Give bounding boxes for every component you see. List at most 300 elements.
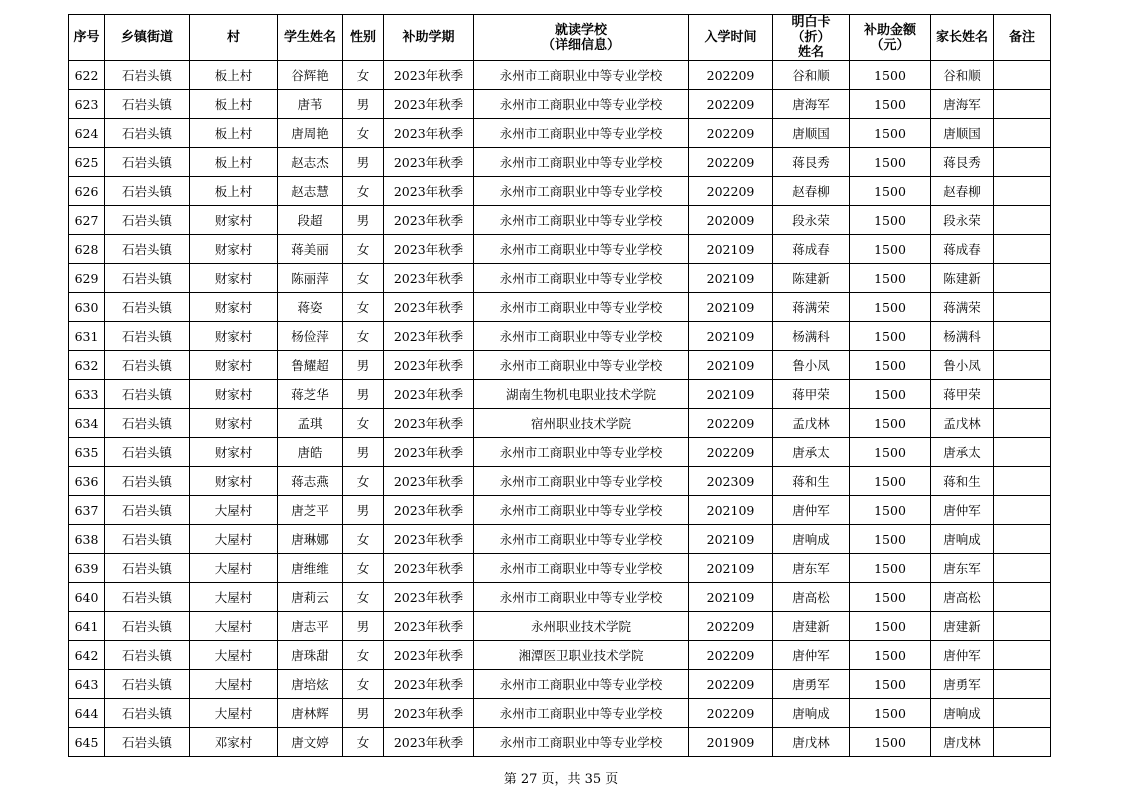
cell-term: 2023年秋季 [384,438,474,467]
cell-village: 大屋村 [190,525,278,554]
cell-gender: 女 [343,641,384,670]
cell-school: 永州市工商职业中等专业学校 [474,293,689,322]
cell-remark [994,61,1051,90]
cell-term: 2023年秋季 [384,583,474,612]
cell-amount: 1500 [850,409,931,438]
cell-enroll: 202209 [689,670,773,699]
cell-seq: 624 [69,119,105,148]
cell-town: 石岩头镇 [105,409,190,438]
cell-gender: 男 [343,438,384,467]
cell-enroll: 202209 [689,612,773,641]
cell-card: 鲁小凤 [773,351,850,380]
cell-seq: 643 [69,670,105,699]
cell-student: 赵志慧 [278,177,343,206]
cell-town: 石岩头镇 [105,61,190,90]
cell-seq: 622 [69,61,105,90]
cell-seq: 638 [69,525,105,554]
table-row [69,90,1051,119]
table-row [69,264,1051,293]
cell-parent: 孟戊林 [931,409,994,438]
cell-parent: 蒋和生 [931,467,994,496]
cell-remark [994,438,1051,467]
cell-term: 2023年秋季 [384,728,474,757]
cell-card: 唐仲军 [773,496,850,525]
cell-town: 石岩头镇 [105,728,190,757]
cell-seq: 625 [69,148,105,177]
cell-student: 唐莉云 [278,583,343,612]
cell-student: 蒋志燕 [278,467,343,496]
cell-seq: 639 [69,554,105,583]
cell-term: 2023年秋季 [384,351,474,380]
cell-parent: 蒋甲荣 [931,380,994,409]
cell-school: 永州市工商职业中等专业学校 [474,148,689,177]
cell-enroll: 202109 [689,322,773,351]
cell-parent: 唐仲军 [931,641,994,670]
cell-school: 永州市工商职业中等专业学校 [474,235,689,264]
cell-enroll: 202109 [689,380,773,409]
cell-amount: 1500 [850,728,931,757]
cell-amount: 1500 [850,119,931,148]
cell-term: 2023年秋季 [384,206,474,235]
cell-parent: 唐高松 [931,583,994,612]
table-row [69,119,1051,148]
cell-village: 财家村 [190,293,278,322]
cell-student: 鲁耀超 [278,351,343,380]
cell-amount: 1500 [850,90,931,119]
cell-card: 杨满科 [773,322,850,351]
cell-amount: 1500 [850,177,931,206]
cell-gender: 男 [343,90,384,119]
cell-village: 板上村 [190,61,278,90]
cell-village: 财家村 [190,409,278,438]
cell-parent: 陈建新 [931,264,994,293]
cell-enroll: 202109 [689,525,773,554]
cell-parent: 唐勇军 [931,670,994,699]
table-body [69,61,1051,757]
cell-parent: 杨满科 [931,322,994,351]
cell-town: 石岩头镇 [105,380,190,409]
cell-amount: 1500 [850,467,931,496]
cell-seq: 632 [69,351,105,380]
cell-student: 杨俭萍 [278,322,343,351]
cell-village: 大屋村 [190,583,278,612]
cell-school: 永州市工商职业中等专业学校 [474,264,689,293]
cell-amount: 1500 [850,612,931,641]
cell-parent: 唐戊林 [931,728,994,757]
cell-school: 永州市工商职业中等专业学校 [474,525,689,554]
cell-gender: 女 [343,467,384,496]
cell-town: 石岩头镇 [105,467,190,496]
cell-term: 2023年秋季 [384,641,474,670]
cell-seq: 629 [69,264,105,293]
table-row [69,438,1051,467]
cell-village: 大屋村 [190,554,278,583]
cell-remark [994,264,1051,293]
cell-remark [994,293,1051,322]
cell-amount: 1500 [850,670,931,699]
cell-gender: 女 [343,583,384,612]
cell-enroll: 202209 [689,148,773,177]
cell-town: 石岩头镇 [105,612,190,641]
cell-enroll: 202109 [689,583,773,612]
cell-enroll: 202109 [689,264,773,293]
cell-amount: 1500 [850,235,931,264]
cell-gender: 女 [343,264,384,293]
cell-remark [994,322,1051,351]
cell-town: 石岩头镇 [105,322,190,351]
cell-remark [994,554,1051,583]
cell-gender: 女 [343,728,384,757]
cell-term: 2023年秋季 [384,380,474,409]
column-header-parent: 家长姓名 [931,15,994,61]
cell-school: 永州市工商职业中等专业学校 [474,728,689,757]
cell-enroll: 201909 [689,728,773,757]
cell-enroll: 202309 [689,467,773,496]
cell-seq: 637 [69,496,105,525]
cell-village: 大屋村 [190,670,278,699]
cell-village: 财家村 [190,322,278,351]
cell-card: 蒋和生 [773,467,850,496]
cell-term: 2023年秋季 [384,293,474,322]
cell-student: 唐培炫 [278,670,343,699]
cell-village: 邓家村 [190,728,278,757]
cell-town: 石岩头镇 [105,496,190,525]
cell-gender: 女 [343,177,384,206]
table-row [69,467,1051,496]
column-header-amount: 补助金额 （元） [850,15,931,61]
table-row [69,496,1051,525]
cell-village: 板上村 [190,119,278,148]
cell-parent: 唐仲军 [931,496,994,525]
cell-town: 石岩头镇 [105,525,190,554]
cell-enroll: 202209 [689,61,773,90]
column-header-student: 学生姓名 [278,15,343,61]
cell-seq: 645 [69,728,105,757]
cell-town: 石岩头镇 [105,206,190,235]
cell-card: 唐建新 [773,612,850,641]
table-row [69,206,1051,235]
cell-gender: 女 [343,525,384,554]
cell-card: 蒋成春 [773,235,850,264]
cell-school: 永州市工商职业中等专业学校 [474,438,689,467]
cell-parent: 蒋满荣 [931,293,994,322]
cell-seq: 623 [69,90,105,119]
cell-amount: 1500 [850,554,931,583]
cell-gender: 女 [343,554,384,583]
cell-student: 唐周艳 [278,119,343,148]
cell-school: 永州市工商职业中等专业学校 [474,699,689,728]
cell-school: 永州市工商职业中等专业学校 [474,670,689,699]
cell-remark [994,728,1051,757]
cell-term: 2023年秋季 [384,496,474,525]
cell-parent: 唐承太 [931,438,994,467]
cell-seq: 635 [69,438,105,467]
cell-remark [994,148,1051,177]
cell-seq: 644 [69,699,105,728]
cell-enroll: 202209 [689,699,773,728]
cell-parent: 蒋艮秀 [931,148,994,177]
cell-seq: 636 [69,467,105,496]
cell-village: 财家村 [190,380,278,409]
cell-remark [994,119,1051,148]
cell-village: 财家村 [190,206,278,235]
table-row [69,148,1051,177]
cell-school: 永州职业技术学院 [474,612,689,641]
cell-town: 石岩头镇 [105,641,190,670]
cell-parent: 蒋成春 [931,235,994,264]
cell-village: 板上村 [190,148,278,177]
cell-parent: 唐东军 [931,554,994,583]
cell-gender: 男 [343,496,384,525]
cell-remark [994,409,1051,438]
cell-student: 唐琳娜 [278,525,343,554]
cell-school: 永州市工商职业中等专业学校 [474,467,689,496]
cell-town: 石岩头镇 [105,438,190,467]
cell-seq: 640 [69,583,105,612]
cell-student: 唐维维 [278,554,343,583]
cell-card: 唐东军 [773,554,850,583]
table-row [69,699,1051,728]
table-header-row [69,15,1051,61]
cell-enroll: 202209 [689,438,773,467]
cell-town: 石岩头镇 [105,554,190,583]
cell-town: 石岩头镇 [105,351,190,380]
cell-student: 谷辉艳 [278,61,343,90]
cell-town: 石岩头镇 [105,670,190,699]
cell-gender: 男 [343,148,384,177]
cell-student: 唐林辉 [278,699,343,728]
cell-term: 2023年秋季 [384,264,474,293]
cell-parent: 唐建新 [931,612,994,641]
cell-amount: 1500 [850,322,931,351]
table-row [69,670,1051,699]
column-header-remark: 备注 [994,15,1051,61]
table-row [69,61,1051,90]
cell-amount: 1500 [850,496,931,525]
cell-enroll: 202009 [689,206,773,235]
cell-seq: 627 [69,206,105,235]
cell-term: 2023年秋季 [384,525,474,554]
cell-amount: 1500 [850,61,931,90]
cell-card: 陈建新 [773,264,850,293]
cell-amount: 1500 [850,206,931,235]
cell-school: 永州市工商职业中等专业学校 [474,119,689,148]
table-row [69,351,1051,380]
cell-remark [994,670,1051,699]
cell-gender: 男 [343,380,384,409]
cell-seq: 631 [69,322,105,351]
column-header-term: 补助学期 [384,15,474,61]
cell-remark [994,612,1051,641]
cell-village: 财家村 [190,264,278,293]
cell-gender: 男 [343,699,384,728]
cell-student: 唐珠甜 [278,641,343,670]
cell-student: 陈丽萍 [278,264,343,293]
cell-gender: 男 [343,351,384,380]
cell-amount: 1500 [850,525,931,554]
cell-student: 蒋美丽 [278,235,343,264]
cell-gender: 男 [343,206,384,235]
cell-seq: 642 [69,641,105,670]
cell-amount: 1500 [850,699,931,728]
cell-school: 永州市工商职业中等专业学校 [474,61,689,90]
cell-student: 唐皓 [278,438,343,467]
cell-school: 湖南生物机电职业技术学院 [474,380,689,409]
cell-village: 板上村 [190,177,278,206]
cell-card: 谷和顺 [773,61,850,90]
cell-remark [994,206,1051,235]
cell-school: 永州市工商职业中等专业学校 [474,206,689,235]
cell-enroll: 202209 [689,119,773,148]
table-row [69,177,1051,206]
cell-town: 石岩头镇 [105,583,190,612]
cell-seq: 626 [69,177,105,206]
cell-town: 石岩头镇 [105,119,190,148]
cell-remark [994,90,1051,119]
cell-gender: 男 [343,612,384,641]
cell-remark [994,641,1051,670]
cell-card: 孟戊林 [773,409,850,438]
cell-remark [994,699,1051,728]
cell-enroll: 202209 [689,641,773,670]
cell-gender: 女 [343,322,384,351]
cell-card: 蒋艮秀 [773,148,850,177]
page-footer: 第 27 页，共 35 页 [503,772,619,787]
cell-term: 2023年秋季 [384,322,474,351]
cell-card: 唐承太 [773,438,850,467]
cell-village: 大屋村 [190,496,278,525]
cell-town: 石岩头镇 [105,90,190,119]
cell-card: 唐响成 [773,525,850,554]
cell-school: 永州市工商职业中等专业学校 [474,554,689,583]
cell-enroll: 202109 [689,351,773,380]
cell-school: 永州市工商职业中等专业学校 [474,322,689,351]
cell-school: 永州市工商职业中等专业学校 [474,351,689,380]
cell-amount: 1500 [850,641,931,670]
table-row [69,641,1051,670]
cell-card: 赵春柳 [773,177,850,206]
cell-term: 2023年秋季 [384,148,474,177]
table-row [69,612,1051,641]
cell-amount: 1500 [850,264,931,293]
cell-school: 宿州职业技术学院 [474,409,689,438]
cell-remark [994,380,1051,409]
cell-card: 段永荣 [773,206,850,235]
cell-card: 唐戊林 [773,728,850,757]
cell-term: 2023年秋季 [384,177,474,206]
cell-school: 永州市工商职业中等专业学校 [474,90,689,119]
cell-town: 石岩头镇 [105,148,190,177]
cell-student: 唐文婷 [278,728,343,757]
cell-card: 蒋满荣 [773,293,850,322]
cell-gender: 女 [343,61,384,90]
cell-amount: 1500 [850,583,931,612]
cell-enroll: 202109 [689,496,773,525]
cell-parent: 唐响成 [931,525,994,554]
cell-gender: 女 [343,235,384,264]
cell-amount: 1500 [850,351,931,380]
cell-town: 石岩头镇 [105,293,190,322]
cell-parent: 唐响成 [931,699,994,728]
cell-seq: 633 [69,380,105,409]
cell-student: 唐苇 [278,90,343,119]
cell-village: 大屋村 [190,612,278,641]
table-row [69,583,1051,612]
cell-amount: 1500 [850,380,931,409]
column-header-enroll: 入学时间 [689,15,773,61]
cell-remark [994,177,1051,206]
cell-town: 石岩头镇 [105,699,190,728]
cell-term: 2023年秋季 [384,467,474,496]
cell-amount: 1500 [850,293,931,322]
cell-gender: 女 [343,293,384,322]
cell-remark [994,583,1051,612]
cell-seq: 628 [69,235,105,264]
cell-village: 大屋村 [190,699,278,728]
cell-parent: 谷和顺 [931,61,994,90]
cell-school: 永州市工商职业中等专业学校 [474,177,689,206]
cell-gender: 女 [343,670,384,699]
cell-term: 2023年秋季 [384,61,474,90]
cell-remark [994,496,1051,525]
table-row [69,235,1051,264]
cell-seq: 630 [69,293,105,322]
cell-enroll: 202109 [689,293,773,322]
cell-village: 板上村 [190,90,278,119]
column-header-seq: 序号 [69,15,105,61]
table-row [69,728,1051,757]
cell-town: 石岩头镇 [105,177,190,206]
table-row [69,380,1051,409]
cell-school: 湘潭医卫职业技术学院 [474,641,689,670]
cell-enroll: 202109 [689,554,773,583]
cell-remark [994,525,1051,554]
cell-remark [994,351,1051,380]
cell-student: 唐芝平 [278,496,343,525]
cell-term: 2023年秋季 [384,235,474,264]
table-row [69,554,1051,583]
table-row [69,293,1051,322]
column-header-gender: 性别 [343,15,384,61]
cell-student: 孟琪 [278,409,343,438]
cell-student: 蒋姿 [278,293,343,322]
cell-card: 蒋甲荣 [773,380,850,409]
cell-amount: 1500 [850,148,931,177]
cell-term: 2023年秋季 [384,612,474,641]
cell-enroll: 202209 [689,90,773,119]
cell-parent: 鲁小凤 [931,351,994,380]
cell-parent: 赵春柳 [931,177,994,206]
cell-town: 石岩头镇 [105,235,190,264]
cell-student: 唐志平 [278,612,343,641]
column-header-card: 明白卡（折） 姓名 [773,15,850,61]
cell-gender: 女 [343,409,384,438]
cell-parent: 唐顺国 [931,119,994,148]
cell-term: 2023年秋季 [384,90,474,119]
cell-village: 财家村 [190,235,278,264]
cell-school: 永州市工商职业中等专业学校 [474,583,689,612]
table-row [69,525,1051,554]
column-header-town: 乡镇街道 [105,15,190,61]
cell-town: 石岩头镇 [105,264,190,293]
cell-card: 唐勇军 [773,670,850,699]
cell-school: 永州市工商职业中等专业学校 [474,496,689,525]
cell-student: 赵志杰 [278,148,343,177]
column-header-school: 就读学校 （详细信息） [474,15,689,61]
cell-term: 2023年秋季 [384,554,474,583]
cell-gender: 女 [343,119,384,148]
cell-term: 2023年秋季 [384,670,474,699]
